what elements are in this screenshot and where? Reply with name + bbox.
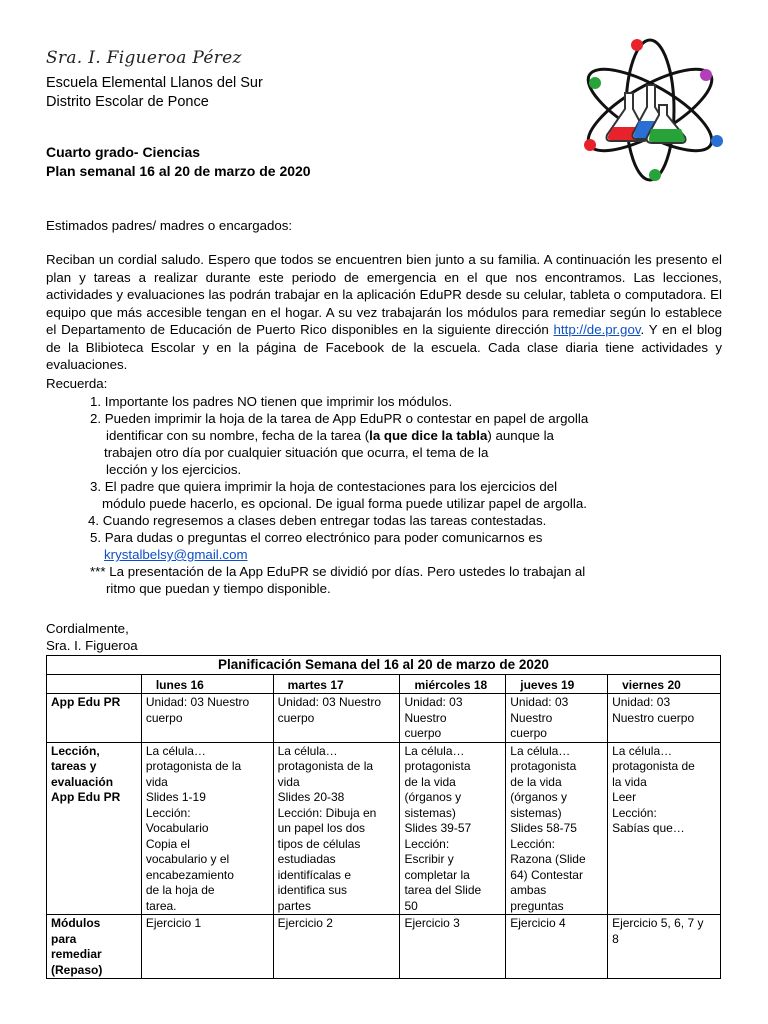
cell-line: Sabías que… [612,821,685,835]
cell-line: Ejercicio 5, 6, 7 y [612,916,704,930]
day-header: miércoles 18 [400,674,506,694]
list-item-continuation [46,427,726,444]
cell-line: La célula… [404,743,465,758]
list-item: 4. Cuando regresemos a clases deben entregar todas las tareas contestadas. [88,513,547,528]
cell-line: Ejercicio 4 [510,916,566,930]
greeting: Estimados padres/ madres o encargados: [46,218,293,233]
table-row [47,742,721,915]
list-text: ) aunque la [487,428,554,443]
cell-line: Lección: [404,836,450,851]
cell-line: La célula… [510,743,571,758]
row-header-line: App Edu PR [51,695,121,709]
table-title: Planificación Semana del 16 al 20 de marzo de 2020 [47,656,721,675]
table-cell [141,694,273,743]
list-item: 3. El padre que quiera imprimir la hoja de contestaciones para los ejercicios del [90,479,558,494]
cell-line: La célula… [145,743,206,758]
cell-line: sistemas) [404,805,456,820]
paragraph-text: Reciban un cordial saludo. Espero que todos se encuentren bien junto a su familia. A continuación les presento el plan y tareas a realizar durante este periodo de emergencia en el que nos encontramos. Las lecciones, actividades y evaluaciones las podrán trabajar en la aplicación EduPR desde su celular, tableta o computadora. El equipo que más accesible tengan en el hogar. A su vez trabajarán los módulos para remediar según lo establece el Departamento de Educación de Puerto Rico disponibles en la siguiente dirección [46,252,722,337]
cell-line: Unidad: 03 Nuestro [145,695,250,709]
letter-paragraph [46,251,722,374]
cell-line: de la hoja de [145,883,215,897]
table-cell [273,915,400,979]
list-bold-text: la que dice la tabla [369,428,488,443]
row-header-line: tareas y [51,759,97,773]
cell-line: (órganos y [404,790,462,804]
cell-line: la vida [612,774,647,789]
list-item: 1. Importante los padres NO tienen que imprimir los módulos. [90,394,453,409]
table-cell [273,694,400,743]
list-item: 5. Para dudas o preguntas el correo electrónico para poder comunicarnos es [90,530,543,545]
table-body [47,694,721,979]
cell-line: estudiadas [277,852,336,866]
cell-line: Unidad: 03 [404,695,463,709]
cell-line: Lección: Dibuja en [277,805,377,820]
cell-line: Slides 1-19 [145,790,206,804]
row-header-cell [47,915,142,979]
cell-line: cuerpo [145,710,183,725]
cell-line: cuerpo [277,710,315,725]
day-header: lunes 16 [141,674,273,694]
list-item-continuation: módulo puede hacerlo, es opcional. De igual forma puede utilizar papel de argolla. [102,496,587,511]
cell-line: Vocabulario [145,821,209,835]
list-item-continuation: lección y los ejercicios. [106,462,242,477]
cell-line: Lección: [145,805,191,820]
cell-line: tarea. [145,898,177,913]
list-item: 2. Pueden imprimir la hoja de la tarea de App EduPR o contestar en papel de argolla [90,411,589,426]
cell-line: Escribir y [404,852,454,866]
table-row [47,694,721,743]
subject-title: Cuarto grado- Ciencias [46,144,201,160]
cell-line: Unidad: 03 Nuestro [277,695,382,709]
table-cell [141,742,273,915]
cell-line: un papel los dos [277,821,366,835]
signature: Sra. I. Figueroa [46,638,138,653]
table-cell [608,694,721,743]
cell-line: Nuestro [510,710,553,725]
table-cell [141,915,273,979]
closing [46,620,138,654]
school-name: Escuela Elemental Llanos del Sur [46,75,263,91]
cell-line: completar la [404,867,470,882]
table-cell [506,742,608,915]
cell-line: protagonista [510,759,577,773]
day-header: martes 17 [273,674,400,694]
cell-line: 64) Contestar [510,867,583,882]
row-header-line: (Repaso) [51,962,103,977]
row-header-line: App Edu PR [51,790,121,804]
table-cell [506,915,608,979]
row-header-line: para [51,931,77,946]
reminder-list [46,393,726,597]
cell-line: (órganos y [510,790,567,804]
district-name: Distrito Escolar de Ponce [46,94,209,110]
cell-line: protagonista de la [145,759,242,773]
list-item-continuation: trabajen otro día por cualquier situación que ocurra, el tema de la [104,445,489,460]
cell-line: La célula… [277,743,338,758]
cell-line: vocabulario y el [145,852,230,866]
cell-line: Ejercicio 2 [277,916,333,930]
cell-line: tarea del Slide [404,883,482,897]
day-header: jueves 19 [506,674,608,694]
cell-line: Ejercicio 3 [404,916,460,930]
cell-line: preguntas [510,898,564,913]
cell-line: ambas [510,883,547,897]
table-row [47,915,721,979]
school-info [46,74,263,112]
cell-line: identifícalas e [277,867,352,882]
row-header-line: evaluación [51,774,114,789]
cell-line: protagonista [404,759,471,773]
table-cell [400,742,506,915]
cell-line: Unidad: 03 [612,695,671,709]
note-line-continuation: ritmo que puedan y tiempo disponible. [106,581,331,596]
table-header-row [47,674,721,694]
cell-line: cuerpo [404,726,442,740]
cell-line: vida [277,774,300,789]
plan-title: Plan semanal 16 al 20 de marzo de 2020 [46,163,311,179]
teacher-name: Sra. I. Figueroa Pérez [46,48,242,68]
row-header-line: Módulos [51,916,101,930]
list-text: identificar con su nombre, fecha de la tarea ( [106,428,370,443]
cell-line: protagonista de la [277,759,374,773]
cell-line: Nuestro cuerpo [612,710,695,725]
email-link[interactable]: krystalbelsy@gmail.com [104,547,248,562]
cell-line: sistemas) [510,805,562,820]
cell-line: vida [145,774,168,789]
cell-line: Lección: [510,836,555,851]
cell-line: Leer [612,790,637,804]
cell-line: de la vida [510,774,562,789]
row-header-line: remediar [51,947,102,961]
table-cell [400,694,506,743]
cell-line: Ejercicio 1 [145,916,202,930]
row-header-cell [47,742,142,915]
note-line: *** La presentación de la App EduPR se dividió por días. Pero ustedes lo trabajan al [90,564,586,579]
cell-line: La célula… [612,743,673,758]
row-header-cell [47,694,142,743]
cell-line: Razona (Slide [510,852,586,866]
cell-line: Lección: [612,805,657,820]
cell-line: Slides 20-38 [277,790,345,804]
row-header-line: Lección, [51,743,100,758]
cell-line: Slides 39-57 [404,821,472,835]
recuerda-label: Recuerda: [46,376,108,391]
list-item-continuation [46,546,726,563]
cell-line: Slides 58-75 [510,821,577,835]
cell-line: de la vida [404,774,456,789]
table-cell [273,742,400,915]
weekly-plan-table [46,655,721,979]
day-header: viernes 20 [608,674,721,694]
cell-line: partes [277,898,311,913]
table-cell [506,694,608,743]
cell-line: Unidad: 03 [510,695,569,709]
closing-text: Cordialmente, [46,621,129,636]
document-heading [46,143,311,181]
cell-line: 8 [612,931,619,946]
cell-line: Nuestro [404,710,447,725]
de-pr-gov-link[interactable]: http://de.pr.gov [553,322,641,337]
cell-line: 50 [404,898,418,913]
table-corner-cell [47,674,142,694]
cell-line: protagonista de [612,759,695,773]
table-cell [400,915,506,979]
cell-line: Copia el [145,836,190,851]
atom-science-flasks-icon [575,35,725,185]
cell-line: identifica sus [277,883,347,897]
cell-line: encabezamiento [145,867,234,882]
paragraph-text-end: . Y en el blog de la Blibioteca Escolar y en la página de Facebook de la escuela. Cada clase diaria tiene actividades y evaluaciones. [46,322,722,372]
table-cell [608,915,721,979]
table-cell [608,742,721,915]
cell-line: tipos de células [277,836,361,851]
cell-line: cuerpo [510,726,547,740]
